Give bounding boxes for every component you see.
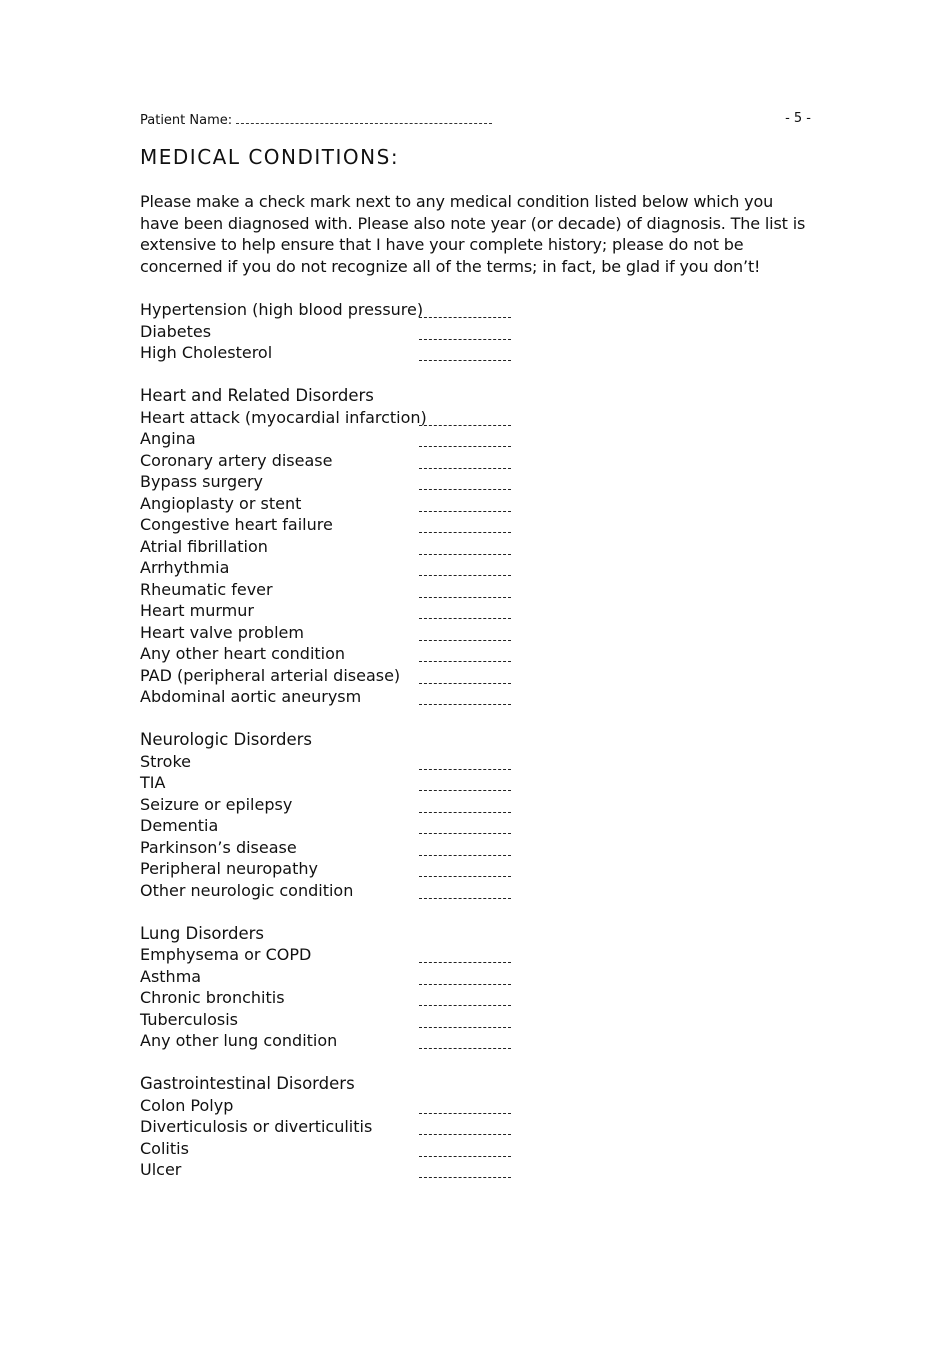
condition-section [140,1073,540,1181]
condition-row [140,665,540,687]
condition-row [140,1159,540,1181]
diagnosis-year-blank[interactable] [419,776,511,791]
condition-row [140,751,540,773]
condition-label: Coronary artery disease [140,450,333,470]
condition-row [140,536,540,558]
condition-label: Angioplasty or stent [140,493,302,513]
section-heading: Lung Disorders [140,923,265,943]
diagnosis-year-blank[interactable] [419,647,511,662]
diagnosis-year-blank[interactable] [419,325,511,340]
condition-row [140,407,540,429]
condition-row [140,1030,540,1052]
condition-section [140,923,540,1052]
diagnosis-year-blank[interactable] [419,475,511,490]
diagnosis-year-blank[interactable] [419,884,511,899]
condition-row [140,772,540,794]
condition-row [140,1009,540,1031]
condition-label: Dementia [140,816,219,835]
patient-name-blank[interactable] [236,111,492,124]
condition-row [140,880,540,902]
condition-section [140,729,540,901]
diagnosis-year-blank[interactable] [419,862,511,877]
diagnosis-year-blank[interactable] [419,1099,511,1114]
condition-row [140,815,540,837]
section-spacer [140,708,540,730]
diagnosis-year-blank[interactable] [419,841,511,856]
condition-row [140,1095,540,1117]
condition-row [140,622,540,644]
conditions-list [140,299,540,1181]
condition-row [140,600,540,622]
condition-row [140,557,540,579]
diagnosis-year-blank[interactable] [419,497,511,512]
condition-label: Angina [140,429,196,448]
diagnosis-year-blank[interactable] [419,432,511,447]
condition-row [140,342,540,364]
diagnosis-year-blank[interactable] [419,1163,511,1178]
condition-row [140,579,540,601]
diagnosis-year-blank[interactable] [419,561,511,576]
patient-name-label: Patient Name: [140,113,233,128]
diagnosis-year-blank[interactable] [419,948,511,963]
condition-label: Heart murmur [140,601,254,620]
diagnosis-year-blank[interactable] [419,346,511,361]
condition-label: High Cholesterol [140,343,273,362]
condition-label: Atrial fibrillation [140,536,268,556]
condition-label: Heart valve problem [140,622,304,642]
condition-label: Any other heart condition [140,644,346,663]
condition-row [140,966,540,988]
condition-row [140,643,540,665]
section-heading: Gastrointestinal Disorders [140,1074,355,1093]
diagnosis-year-blank[interactable] [419,518,511,533]
diagnosis-year-blank[interactable] [419,690,511,705]
condition-label: Diverticulosis or diverticulitis [140,1117,373,1136]
diagnosis-year-blank[interactable] [419,540,511,555]
patient-name-field[interactable] [140,111,492,128]
condition-row [140,1138,540,1160]
instructions-paragraph: Please make a check mark next to any medical condition listed below which you have been diagnosed with. Please also note year (or decade) of diagnosis. The list is extensive to help ensure that I have your complete history; please do not be concerned if you do not recognize all of the terms; in fact, be glad if you don’t! [140,192,806,276]
diagnosis-year-blank[interactable] [419,819,511,834]
diagnosis-year-blank[interactable] [419,970,511,985]
condition-label: TIA [140,773,166,792]
condition-label: Colon Polyp [140,1095,234,1115]
section-spacer [140,901,540,923]
condition-label: Hypertension (high blood pressure) [140,300,424,319]
section-heading: Neurologic Disorders [140,730,313,749]
condition-section [140,299,540,364]
condition-row [140,944,540,966]
diagnosis-year-blank[interactable] [419,604,511,619]
diagnosis-year-blank[interactable] [419,583,511,598]
condition-label: Diabetes [140,321,212,341]
condition-row [140,514,540,536]
condition-row [140,686,540,708]
section-spacer [140,1052,540,1074]
page-number: - 5 - [785,111,811,126]
diagnosis-year-blank[interactable] [419,798,511,813]
diagnosis-year-blank[interactable] [419,454,511,469]
condition-label: Asthma [140,966,202,986]
condition-label: PAD (peripheral arterial disease) [140,665,401,685]
condition-label: Other neurologic condition [140,880,354,900]
diagnosis-year-blank[interactable] [419,991,511,1006]
condition-label: Parkinson’s disease [140,837,297,857]
condition-label: Rheumatic fever [140,579,273,599]
diagnosis-year-blank[interactable] [419,626,511,641]
condition-row [140,493,540,515]
condition-row [140,471,540,493]
condition-label: Arrhythmia [140,558,230,577]
condition-label: Heart attack (myocardial infarction) [140,407,427,427]
condition-label: Any other lung condition [140,1031,338,1050]
condition-row [140,321,540,343]
condition-row [140,450,540,472]
condition-label: Tuberculosis [140,1009,238,1029]
diagnosis-year-blank[interactable] [419,669,511,684]
condition-row [140,428,540,450]
condition-row [140,858,540,880]
condition-label: Ulcer [140,1160,182,1179]
condition-label: Stroke [140,751,191,771]
diagnosis-year-blank[interactable] [419,755,511,770]
condition-section [140,385,540,708]
diagnosis-year-blank[interactable] [419,303,511,318]
diagnosis-year-blank[interactable] [419,1034,511,1049]
condition-label: Chronic bronchitis [140,988,285,1007]
section-spacer [140,364,540,386]
condition-row [140,299,540,321]
condition-row [140,987,540,1009]
diagnosis-year-blank[interactable] [419,1013,511,1028]
condition-label: Abdominal aortic aneurysm [140,687,362,706]
condition-row [140,1116,540,1138]
condition-row [140,794,540,816]
condition-row [140,837,540,859]
condition-label: Peripheral neuropathy [140,859,318,878]
diagnosis-year-blank[interactable] [419,411,511,426]
diagnosis-year-blank[interactable] [419,1142,511,1157]
section-heading: Heart and Related Disorders [140,386,374,405]
condition-label: Congestive heart failure [140,515,333,534]
page-header [140,111,811,131]
condition-label: Emphysema or COPD [140,945,312,964]
condition-label: Seizure or epilepsy [140,794,293,814]
condition-label: Bypass surgery [140,472,263,491]
diagnosis-year-blank[interactable] [419,1120,511,1135]
condition-label: Colitis [140,1138,189,1158]
page-title: MEDICAL CONDITIONS: [140,145,400,169]
